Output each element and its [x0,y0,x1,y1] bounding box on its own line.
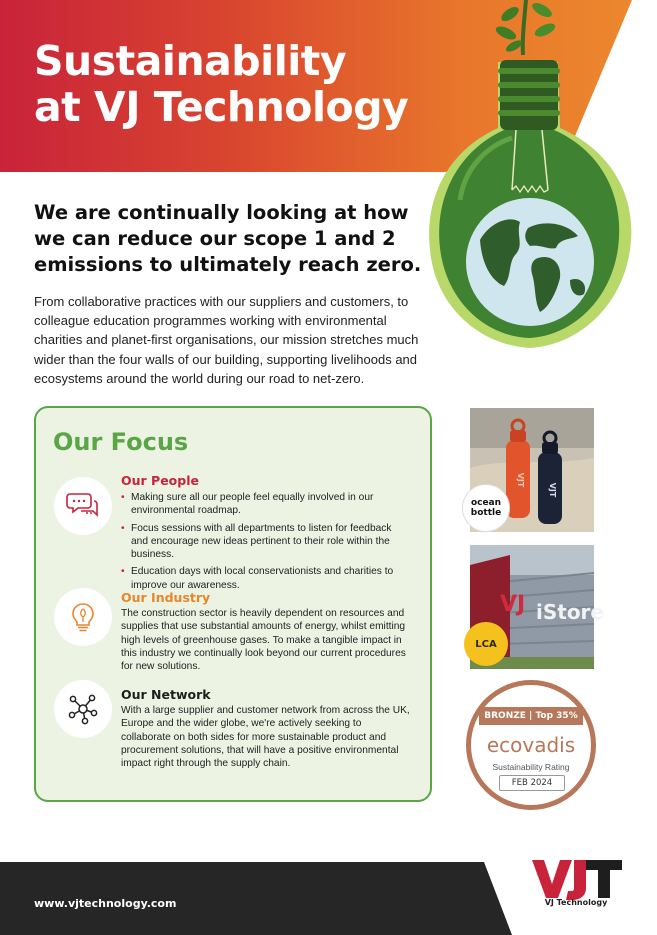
page-title-line-1: Sustainability [34,37,347,85]
list-item: • Making sure all our people feel equally involved in our environmental roadmap. [121,491,411,518]
ocean-bottle-badge [462,484,510,532]
ecovadis-medal [466,680,596,810]
ecovadis-date: FEB 2024 [499,775,565,791]
our-network-heading: Our Network [121,687,211,702]
ecovadis-rating: Sustainability Rating [492,762,570,772]
istore-logo-text: VJ [500,592,526,617]
list-item: • Education days with local conservationists and charities to improve our awareness. [121,565,411,592]
people-icon-circle [54,477,112,535]
our-people-list [121,491,411,596]
vjt-logo-caption: VJ Technology [544,898,608,907]
list-item: • Focus sessions with all departments to listen for feedback and encourage new ideas pertinent to their role within the business. [121,522,411,562]
ecovadis-brand: ecovadis [486,733,576,757]
bottle-label-1: VJT [516,472,525,488]
website-link[interactable]: www.vjtechnology.com [34,897,177,910]
page-title [34,38,408,130]
ocean-bottle-badge-text: ocean bottle [470,498,502,518]
istore-sign-text: iStore [536,600,604,624]
ecovadis-tier: BRONZE | Top 35% [479,707,583,725]
lightbulb-globe-illustration [420,0,645,370]
lca-badge [464,622,508,666]
focus-title: Our Focus [53,428,189,456]
page-title-line-2: at VJ Technology [34,83,409,131]
intro-paragraph: From collaborative practices with our suppliers and customers, to colleague education programmes working with environmental charities and planet-first organisations, our mission stretches much wider than the four walls of our building, supporting livelihoods and ecosystems around the world during our road to net-zero. [34,294,419,386]
our-industry-heading: Our Industry [121,590,211,605]
our-people-heading: Our People [121,473,199,488]
industry-icon-circle [54,588,112,646]
network-icon-circle [54,680,112,738]
lightbulb-icon [67,601,99,633]
our-industry-text: The construction sector is heavily dependent on resources and supplies that use substantial amounts of energy, whilst emitting high levels of greenhouse gases. To make a tangible impact in this industry we continually look beyond our current procedures for new solutions. [121,608,406,673]
our-network-text: With a large supplier and customer network from across the UK, Europe and the wider globe, we're actively seeking to collaborate on both sides for more sustainable product and procurement solutions, that will have a positive environmental impact right through the supply chain. [121,705,410,770]
ecovadis-medal-inner [471,685,591,805]
chat-bubbles-icon [67,490,99,522]
headline: We are continually looking at how we can reduce our scope 1 and 2 emissions to ultimately reach zero. [34,201,422,276]
bottle-label-2: VJT [548,482,557,498]
lca-badge-text: LCA [475,638,497,650]
network-icon [67,693,99,725]
